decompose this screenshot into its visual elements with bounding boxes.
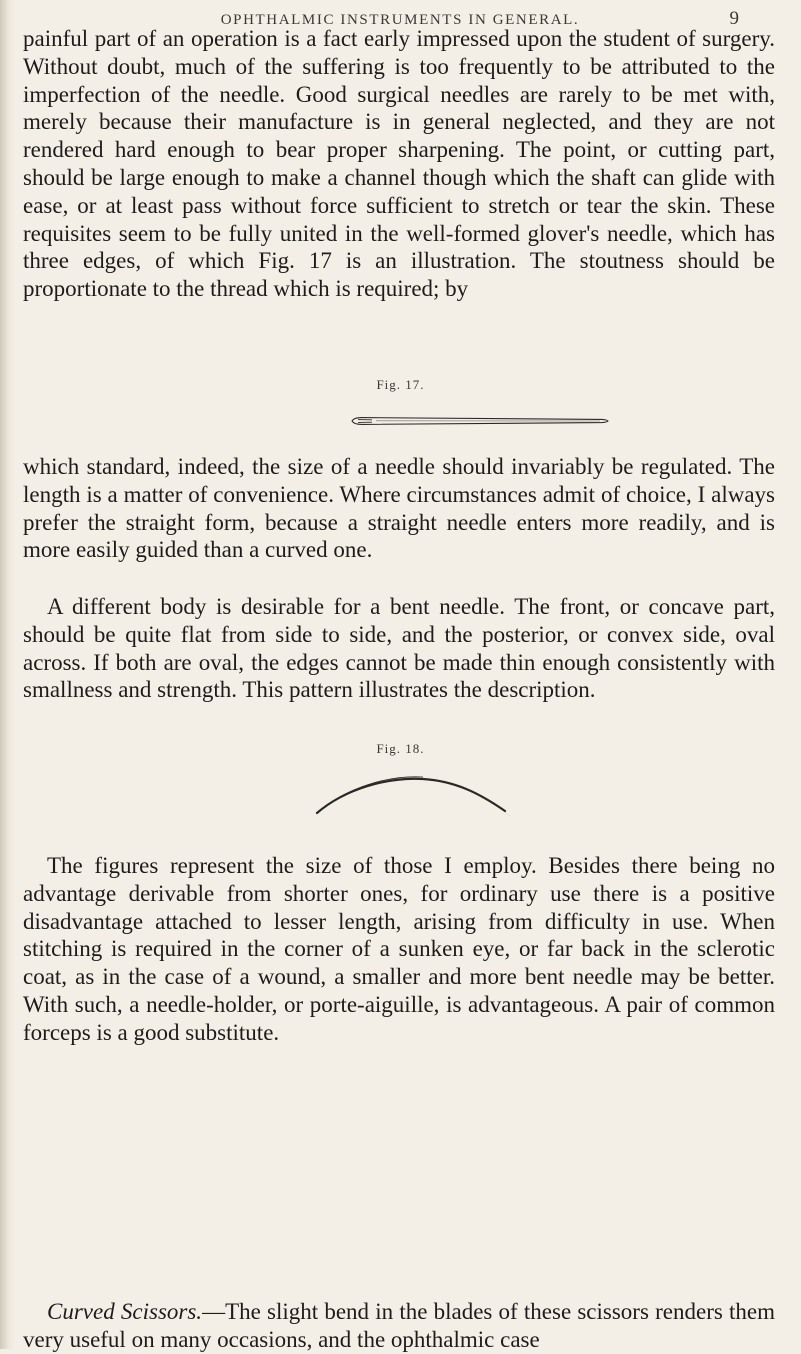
figure-17-caption: Fig. 17. bbox=[0, 377, 801, 393]
section-heading-curved-scissors: Curved Scissors. bbox=[47, 1299, 202, 1324]
paragraph-3: A different body is desirable for a bent needle. The front, or concave part, should be quite flat from side to side, and the posterior, or convex side, oval across. If both are oval, the edges cannot be made thin enough consistently with smallness and strength. This pattern illustrates the description. bbox=[23, 593, 775, 704]
binding-edge bbox=[0, 0, 14, 1349]
page-number: 9 bbox=[730, 8, 740, 30]
paragraph-5-text: —The slight bend in the blades of these scissors renders them very useful on many occasions, and the ophthalmic case bbox=[23, 1299, 775, 1352]
paragraph-1: painful part of an operation is a fact early impressed upon the student of surgery. Without doubt, much of the suffering is too frequently to be attributed to the imperfection of the needle. Good surgical needles are rarely to be met with, merely because their manufacture is in general neglected, and they are not rendered hard enough to bear proper sharpening. The point, or cutting part, should be large enough to make a channel though which the shaft can glide with ease, or at least pass without force sufficient to stretch or tear the skin. These requisites seem to be fully united in the well-formed glover's needle, which has three edges, of which Fig. 17 is an illustration. The stoutness should be proportionate to the thread which is required; by bbox=[23, 25, 775, 303]
straight-needle-icon bbox=[350, 414, 610, 428]
paragraph-5 bbox=[23, 1298, 775, 1354]
running-title: OPHTHALMIC INSTRUMENTS IN GENERAL. bbox=[120, 12, 680, 29]
curved-needle-icon bbox=[315, 771, 515, 823]
figure-18-caption: Fig. 18. bbox=[0, 741, 801, 757]
paragraph-4: The figures represent the size of those I employ. Besides there being no advantage derivable from shorter ones, for ordinary use there is a positive disadvantage attached to lesser length, arising from difficulty in use. When stitching is required in the corner of a sunken eye, or far back in the sclerotic coat, as in the case of a wound, a smaller and more bent needle may be better. With such, a needle-holder, or porte-aiguille, is advantageous. A pair of common forceps is a good substitute. bbox=[23, 852, 775, 1047]
paragraph-2: which standard, indeed, the size of a needle should invariably be regulated. The length is a matter of convenience. Where circumstances admit of choice, I always prefer the straight form, because a straight needle enters more readily, and is more easily guided than a curved one. bbox=[23, 453, 775, 564]
